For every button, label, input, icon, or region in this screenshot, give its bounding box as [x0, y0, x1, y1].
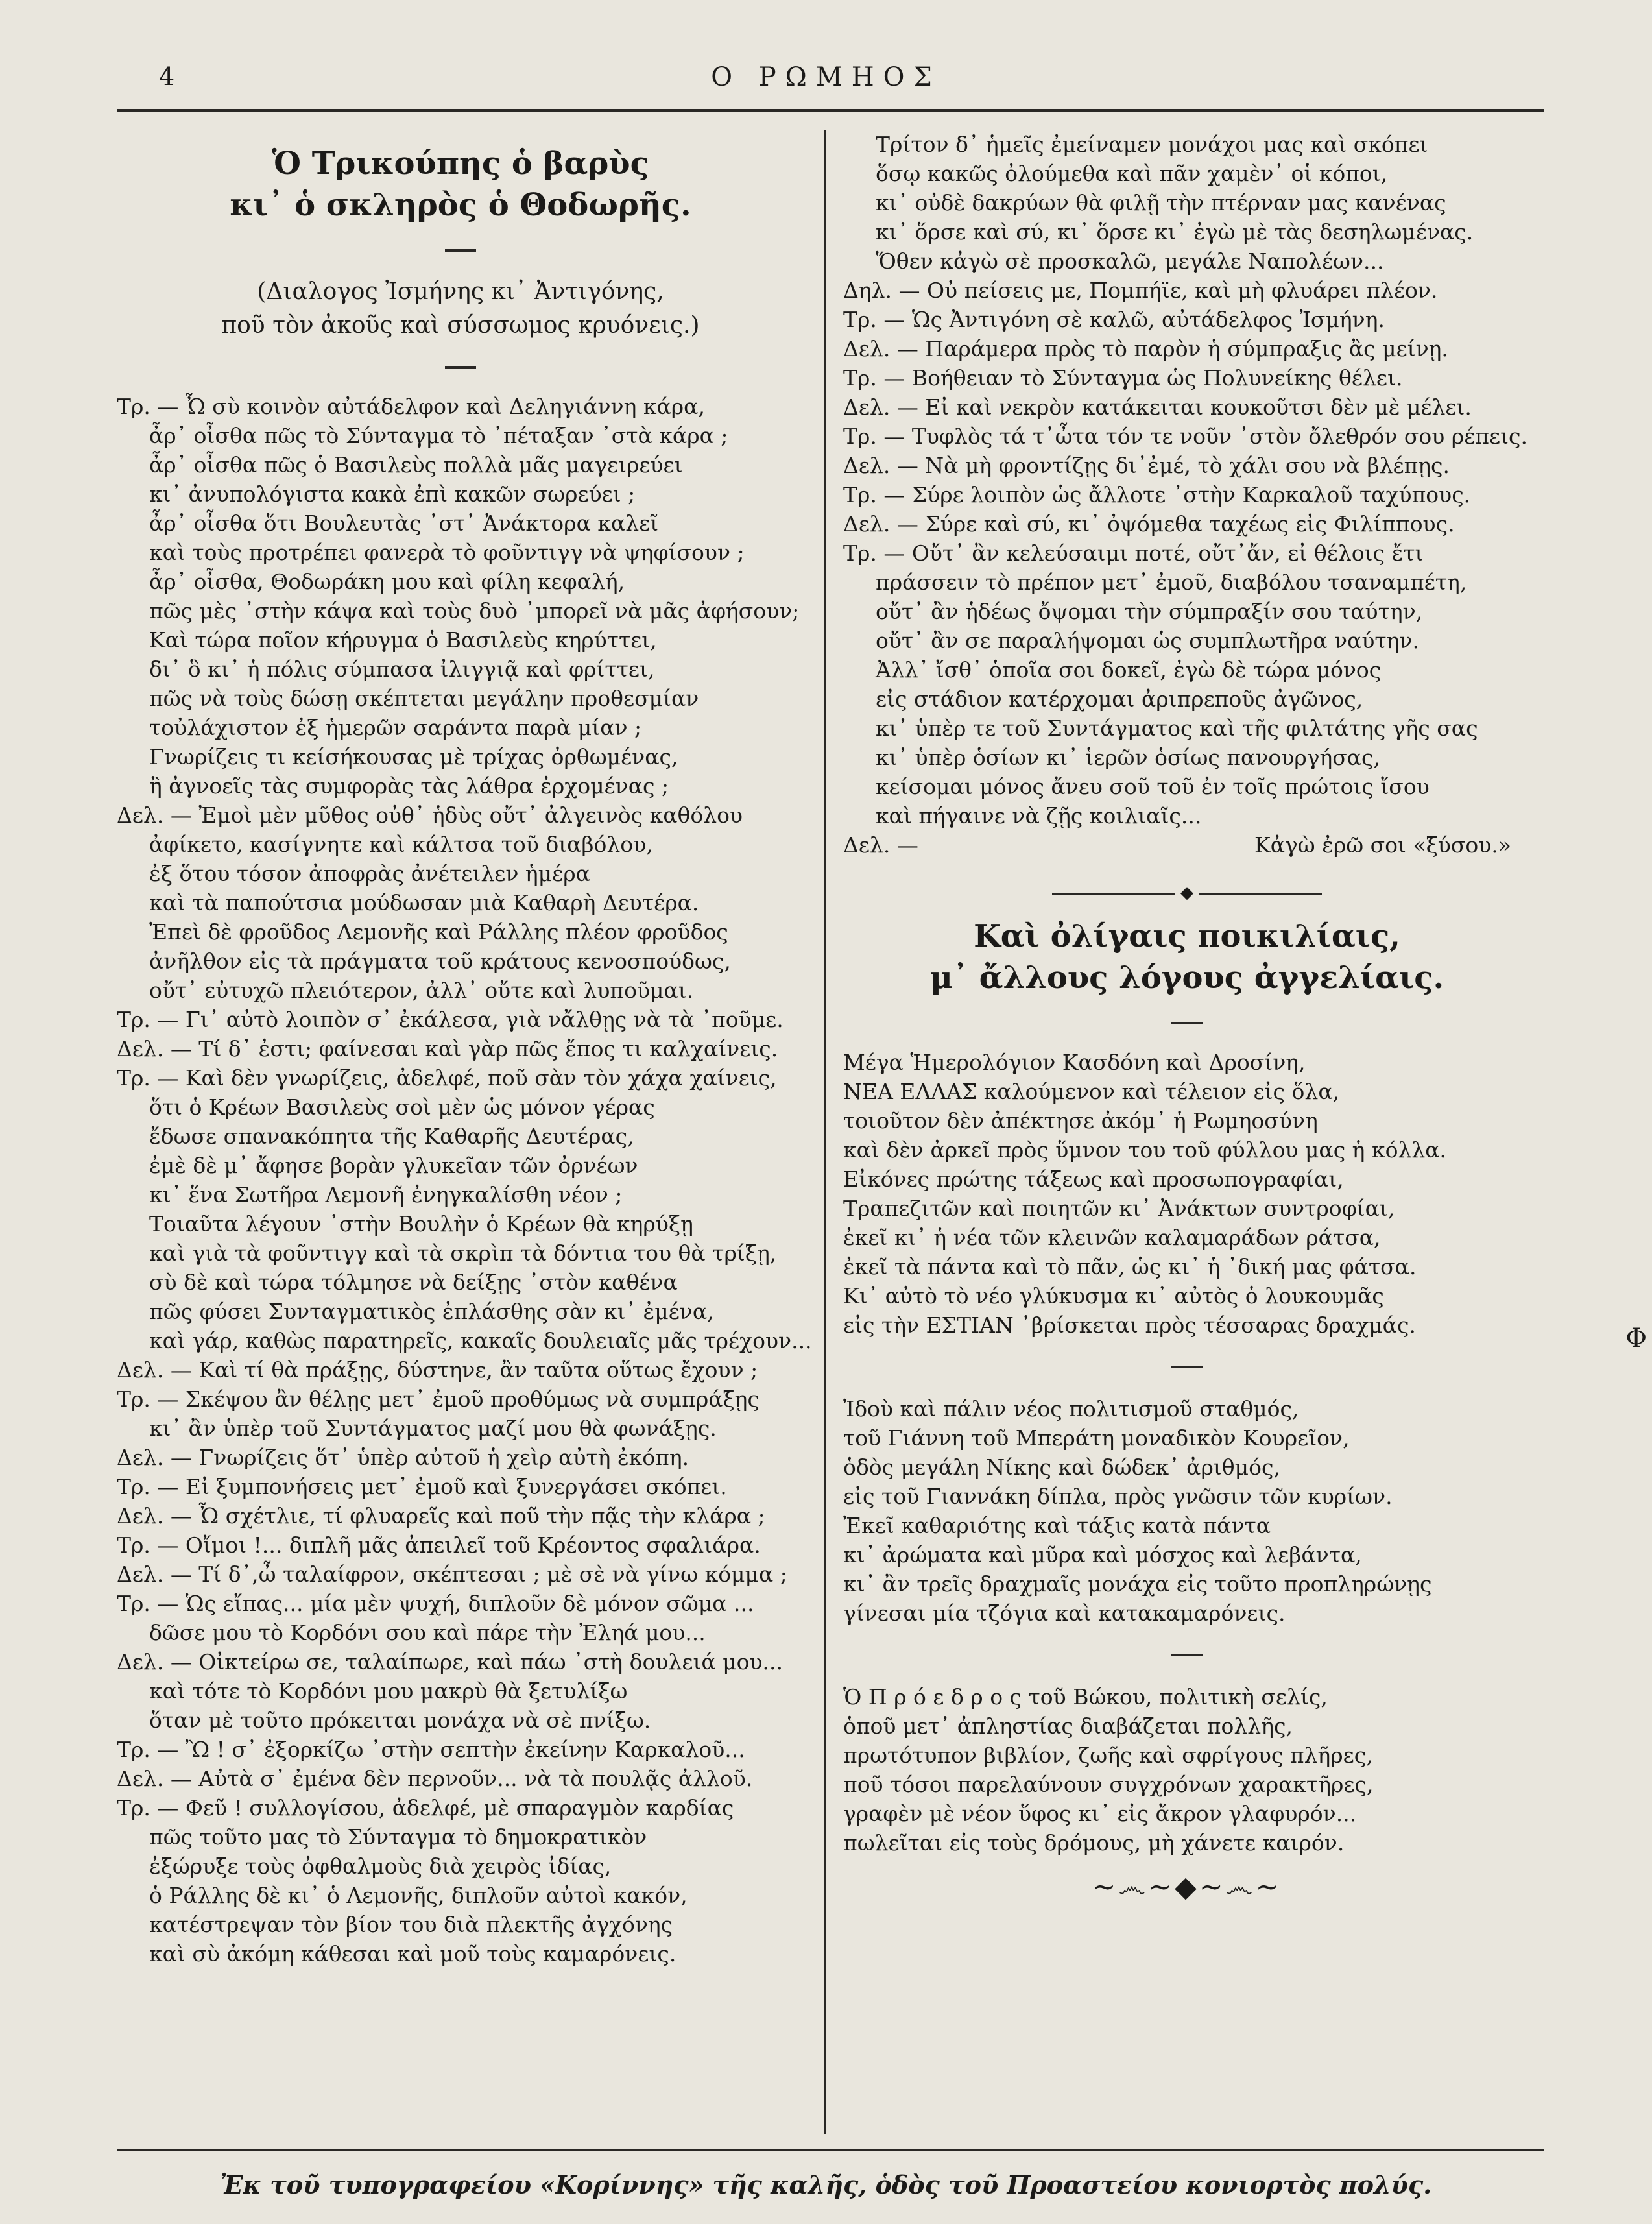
header-rule [117, 109, 1544, 112]
verse-line: δι᾽ ὃ κι᾽ ἡ πόλις σύμπασα ἰλιγγιᾷ καὶ φρίττει, [149, 657, 655, 682]
closing-line [843, 830, 1531, 860]
right-column [843, 130, 1531, 1904]
verse-line: Κι᾽ αὐτὸ τὸ νέο γλύκυσμα κι᾽ αὐτὸς ὁ λουκουμᾶς [843, 1283, 1384, 1309]
ad-proedros [843, 1682, 1531, 1857]
verse-line: ὁδὸς μεγάλη Νίκης καὶ δώδεκ᾽ ἀριθμός, [843, 1455, 1280, 1480]
verse-line: πράσσειν τὸ πρέπον μετ᾽ ἐμοῦ, διαβόλου τσαναμπέτη, [876, 570, 1467, 595]
dash-separator [1171, 1654, 1203, 1656]
closing-reply: Κἀγὼ ἐρῶ σοι «ξύσου.» [1254, 832, 1511, 858]
title-line: Καὶ ὀλίγαις ποικιλίαις, [974, 918, 1400, 954]
verse-line: κι᾽ ὅρσε καὶ σύ, κι᾽ ὅρσε κι᾽ ἐγὼ μὲ τὰς δεσηλωμένας. [876, 219, 1474, 245]
column-divider [824, 130, 826, 2134]
verse-line: καὶ δὲν ἀρκεῖ πρὸς ὕμνον του τοῦ φύλλου μας ἡ κόλλα. [843, 1137, 1447, 1163]
verse-line: Δελ. — Αὐτὰ σ᾽ ἐμένα δὲν περνοῦν... νὰ τὰ πουλᾷς ἀλλοῦ. [117, 1766, 753, 1791]
closing-speaker: Δελ. — [843, 832, 918, 858]
title-line: μ᾽ ἄλλους λόγους ἀγγελίαις. [929, 960, 1444, 996]
margin-glyph: Φ [1625, 1324, 1647, 1353]
verse-line: πῶς φύσει Συνταγματικὸς ἐπλάσθης σὰν κι᾽ ἐμένα, [149, 1299, 714, 1324]
verse-line: Ἀλλ᾽ ἴσθ᾽ ὁποῖα σοι δοκεῖ, ἐγὼ δὲ τώρα μόνος [876, 657, 1382, 683]
verse-line: εἰς τοῦ Γιαννάκη δίπλα, πρὸς γνῶσιν τῶν κυρίων. [843, 1484, 1393, 1509]
verse-line: καὶ τὰ παπούτσια μούδωσαν μιὰ Καθαρὴ Δευτέρα. [149, 890, 699, 915]
dash-separator [445, 249, 476, 252]
verse-line: Τρ. — Εἰ ξυμπονήσεις μετ᾽ ἐμοῦ καὶ ξυνεργάσει σκόπει. [117, 1474, 727, 1499]
verse-line: ἐξ ὅτου τόσον ἀποφρὰς ἀνέτειλεν ἡμέρα [149, 861, 590, 886]
page-number: 4 [159, 62, 175, 91]
verse-line: ἀφίκετο, κασίγνητε καὶ κάλτσα τοῦ διαβόλου, [149, 832, 653, 857]
verse-line: ὅτι ὁ Κρέων Βασιλεὺς σοὶ μὲν ὡς μόνον γέρας [149, 1094, 655, 1120]
verse-line: καὶ γάρ, καθὼς παρατηρεῖς, κακαῖς δουλειαῖς μᾶς τρέχουν... [149, 1328, 812, 1353]
verse-line: Καὶ τώρα ποῖον κήρυγμα ὁ Βασιλεὺς κηρύττει, [149, 627, 657, 653]
verse-line: ὁποῦ μετ᾽ ἀπληστίας διαβάζεται πολλῆς, [843, 1713, 1293, 1739]
verse-line: Δελ. — Ἐμοὶ μὲν μῦθος οὐθ᾽ ἡδὺς οὔτ᾽ ἀλγεινὸς καθόλου [117, 803, 743, 828]
verse-line: Τρ. — Βοήθειαν τὸ Σύνταγμα ὡς Πολυνείκης θέλει. [843, 365, 1403, 391]
poem-continuation [843, 130, 1531, 830]
verse-line: καὶ τοὺς προτρέπει φανερὰ τὸ φοῦντιγγ νὰ ψηφίσουν ; [149, 540, 745, 565]
section-title [843, 915, 1531, 998]
verse-line: κι᾽ ὑπὲρ τε τοῦ Συντάγματος καὶ τῆς φιλτάτης γῆς σας [876, 716, 1478, 741]
verse-line: Μέγα Ἡμερολόγιον Κασδόνη καὶ Δροσίνη, [843, 1050, 1306, 1075]
section-ornament [843, 883, 1531, 902]
verse-line: κείσομαι μόνος ἄνευ σοῦ τοῦ ἐν τοῖς πρώτοις ἴσου [876, 774, 1430, 799]
verse-line: Ὅθεν κἀγὼ σὲ προσκαλῶ, μεγάλε Ναπολέων... [876, 248, 1384, 274]
ornament-dot: ◆ [1180, 883, 1193, 902]
verse-line: Δηλ. — Οὐ πείσεις με, Πομπήϊε, καὶ μὴ φλυάρει πλέον. [843, 278, 1438, 303]
verse-line: ΝΕΑ ΕΛΛΑΣ καλούμενον καὶ τέλειον εἰς ὅλα, [843, 1079, 1340, 1104]
verse-line: Τρ. — Σύρε λοιπὸν ὡς ἄλλοτε ᾽στὴν Καρκαλοῦ ταχύπους. [843, 482, 1471, 507]
dash-separator [1171, 1366, 1203, 1368]
verse-line: ἐξώρυξε τοὺς ὀφθαλμοὺς διὰ χειρὸς ἰδίας, [149, 1854, 612, 1879]
verse-line: οὔτ᾽ ἂν σε παραλήψομαι ὡς συμπλωτῆρα ναύτην. [876, 628, 1419, 653]
verse-line: Τραπεζιτῶν καὶ ποιητῶν κι᾽ Ἀνάκτων συντροφίαι, [843, 1196, 1395, 1221]
verse-line: Δελ. — Τί δ᾽,ὦ ταλαίφρον, σκέπτεσαι ; μὲ σὲ νὰ γίνω κόμμα ; [117, 1562, 787, 1587]
verse-line: πῶς μὲς ᾽στὴν κάψα καὶ τοὺς δυὸ ᾽μπορεῖ νὰ μᾶς ἀφήσουν; [149, 598, 800, 623]
verse-line: Τρ. — Ὡς Ἀντιγόνη σὲ καλῶ, αὐτάδελφος Ἰσμήνη. [843, 307, 1385, 332]
verse-line: Δελ. — Γνωρίζεις ὅτ᾽ ὑπὲρ αὐτοῦ ἡ χεὶρ αὐτὴ ἐκόπη. [117, 1445, 689, 1470]
verse-line: Τοιαῦτα λέγουν ᾽στὴν Βουλὴν ὁ Κρέων θὰ κηρύξῃ [149, 1211, 693, 1237]
verse-line: Ἐπεὶ δὲ φροῦδος Λεμονῆς καὶ Ράλλης πλέον φροῦδος [149, 919, 728, 945]
verse-line: Δελ. — Εἰ καὶ νεκρὸν κατάκειται κουκοῦτσι δὲν μὲ μέλει. [843, 394, 1472, 420]
verse-line: κι᾽ ὑπὲρ ὁσίων κι᾽ ἱερῶν ὁσίως πανουργήσας, [876, 745, 1380, 770]
verse-line: ἆρ᾽ οἶσθα πῶς τὸ Σύνταγμα τὸ ᾽πέταξαν ᾽στὰ κάρα ; [149, 423, 728, 448]
verse-line: εἰς τὴν ΕΣΤΙΑΝ ᾽βρίσκεται πρὸς τέσσαρας δραχμάς. [843, 1312, 1416, 1338]
verse-line: Δελ. — Οἰκτείρω σε, ταλαίπωρε, καὶ πάω ᾽στὴ δουλειά μου... [117, 1649, 783, 1674]
verse-line: Τρ. — Ὦ σὺ κοινὸν αὐτάδελφον καὶ Δεληγιάννη κάρα, [117, 394, 705, 419]
verse-line: Ὁ Π ρ ό ε δ ρ ο ς τοῦ Βώκου, πολιτικὴ σελίς, [843, 1684, 1328, 1710]
footer-rule [117, 2149, 1544, 2151]
verse-line: ἔδωσε σπανακόπητα τῆς Καθαρῆς Δευτέρας, [149, 1124, 634, 1149]
verse-line: ἐκεῖ τὰ πάντα καὶ τὸ πᾶν, ὡς κι᾽ ἡ ᾽δική μας φάτσα. [843, 1254, 1417, 1279]
verse-line: Δελ. — Καὶ τί θὰ πράξῃς, δύστηνε, ἂν ταῦτα οὕτως ἔχουν ; [117, 1357, 758, 1383]
verse-line: ὅσῳ κακῶς ὀλούμεθα καὶ πᾶν χαμὲν᾽ οἱ κόποι, [876, 161, 1388, 186]
verse-line: ἆρ᾽ οἶσθα, Θοδωράκη μου καὶ φίλη κεφαλή, [149, 569, 625, 594]
verse-line: καὶ τότε τὸ Κορδόνι μου μακρὺ θὰ ξετυλίξω [149, 1678, 628, 1704]
verse-line: Δελ. — Νὰ μὴ φροντίζῃς δι᾽ἐμέ, τὸ χάλι σου νὰ βλέπῃς. [843, 453, 1450, 478]
running-head: Ο ΡΩΜΗΟΣ [711, 62, 941, 92]
verse-line: Δελ. — Παράμερα πρὸς τὸ παρὸν ἡ σύμπραξις ἂς μείνῃ. [843, 336, 1448, 361]
verse-line: κι᾽ οὐδὲ δακρύων θὰ φιλῇ τὴν πτέρναν μας κανένας [876, 190, 1446, 215]
verse-line: πῶς τοῦτο μας τὸ Σύνταγμα τὸ δημοκρατικὸν [149, 1824, 647, 1850]
verse-line: Ἰδοὺ καὶ πάλιν νέος πολιτισμοῦ σταθμός, [843, 1396, 1299, 1421]
verse-line: Δελ. — Σύρε καὶ σύ, κι᾽ ὀψόμεθα ταχέως εἰς Φιλίππους. [843, 511, 1455, 537]
verse-line: ἐμὲ δὲ μ᾽ ἄφησε βορὰν γλυκεῖαν τῶν ὀρνέων [149, 1153, 638, 1178]
intro-line: ποῦ τὸν ἀκοῦς καὶ σύσσωμος κρυόνεις.) [221, 312, 700, 339]
verse-line: κι᾽ ἀνυπολόγιστα κακὰ ἐπὶ κακῶν σωρεύει ; [149, 481, 636, 507]
verse-line: Τρ. — Καὶ δὲν γνωρίζεις, ἀδελφέ, ποῦ σὰν τὸν χάχα χαίνεις, [117, 1065, 777, 1091]
verse-line: τοῦ Γιάννη τοῦ Μπεράτη μοναδικὸν Κουρεῖον, [843, 1425, 1350, 1451]
verse-line: εἰς στάδιον κατέρχομαι ἀριπρεποῦς ἀγῶνος, [876, 686, 1363, 712]
intro-line: (Διαλογος Ἰσμήνης κι᾽ Ἀντιγόνης, [257, 278, 664, 305]
verse-line: Τρ. — Φεῦ ! συλλογίσου, ἀδελφέ, μὲ σπαραγμὸν καρδίας [117, 1795, 734, 1820]
left-column [117, 130, 812, 1968]
verse-line: οὔτ᾽ εὐτυχῶ πλειότερον, ἀλλ᾽ οὔτε καὶ λυποῦμαι. [149, 978, 694, 1003]
verse-line: Γνωρίζεις τι κείσήκουσας μὲ τρίχας ὀρθωμένας, [149, 744, 678, 769]
ornament-bar [1052, 893, 1175, 895]
verse-line: δῶσε μου τὸ Κορδόνι σου καὶ πάρε τὴν Ἐληά μου... [149, 1620, 706, 1645]
verse-line: Τρ. — Οὔτ᾽ ἂν κελεύσαιμι ποτέ, οὔτ᾽ἄν, εἰ θέλοις ἔτι [843, 540, 1424, 566]
verse-line: τοιοῦτον δὲν ἀπέκτησε ἀκόμ᾽ ἡ Ρωμηοσύνη [843, 1108, 1318, 1133]
printer-imprint: Ἐκ τοῦ τυπογραφείου «Κορίννης» τῆς καλῆς, ὁδὸς τοῦ Προαστείου κονιορτὸς πολύς. [220, 2170, 1432, 2199]
verse-line: Ἐκεῖ καθαριότης καὶ τάξις κατὰ πάντα [843, 1513, 1271, 1538]
verse-line: ἀνῆλθον εἰς τὰ πράγματα τοῦ κράτους κενοσπούδως, [149, 949, 731, 974]
verse-line: ἆρ᾽ οἶσθα ὅτι Βουλευτὰς ᾽στ᾽ Ἀνάκτορα καλεῖ [149, 511, 659, 536]
verse-line: Εἰκόνες πρώτης τάξεως καὶ προσωπογραφίαι, [843, 1166, 1344, 1192]
verse-line: Τρ. — Γι᾽ αὐτὸ λοιπὸν σ᾽ ἐκάλεσα, γιὰ νἄλθῃς νὰ τὰ ᾽ποῦμε. [117, 1007, 784, 1032]
verse-line: Τρ. — Οἴμοι !... διπλῆ μᾶς ἀπειλεῖ τοῦ Κρέοντος σφαλιάρα. [117, 1532, 761, 1558]
verse-line: καὶ γιὰ τὰ φοῦντιγγ καὶ τὰ σκρὶπ τὰ δόντια του θὰ τρίξῃ, [149, 1240, 777, 1266]
verse-line: κι᾽ ἂν ὑπὲρ τοῦ Συντάγματος μαζί μου θὰ φωνάξῃς. [149, 1416, 717, 1441]
verse-line: σὺ δὲ καὶ τώρα τόλμησε νὰ δείξῃς ᾽στὸν καθένα [149, 1270, 678, 1295]
verse-line: Τρ. — Σκέψου ἂν θέλῃς μετ᾽ ἐμοῦ προθύμως νὰ συμπράξῃς [117, 1386, 760, 1412]
verse-line: καὶ πήγαινε νὰ ζῇς κοιλιαῖς... [876, 803, 1202, 828]
verse-line: Δελ. — Ὦ σχέτλιε, τί φλυαρεῖς καὶ ποῦ τὴν πᾷς τὴν κλάρα ; [117, 1503, 765, 1529]
verse-line: καὶ σὺ ἀκόμη κάθεσαι καὶ μοῦ τοὺς καμαρόνεις. [149, 1941, 676, 1966]
verse-line: Τρίτον δ᾽ ἡμεῖς ἐμείναμεν μονάχοι μας καὶ σκόπει [876, 132, 1428, 157]
verse-line: Τρ. — Ὡς εἴπας... μία μὲν ψυχή, διπλοῦν δὲ μόνον σῶμα ... [117, 1591, 754, 1616]
verse-line: πωλεῖται εἰς τοὺς δρόμους, μὴ χάνετε καιρόν. [843, 1830, 1345, 1855]
ad-hemerologion [843, 1048, 1531, 1340]
verse-line: κι᾽ ἀρώματα καὶ μῦρα καὶ μόσχος καὶ λεβάντα, [843, 1542, 1362, 1567]
verse-line: πρωτότυπον βιβλίον, ζωῆς καὶ σφρίγους πλῆρες, [843, 1743, 1373, 1768]
poem-title [117, 143, 804, 226]
verse-line: οὔτ᾽ ἂν ἡδέως ὄψομαι τὴν σύμπραξίν σου ταύτην, [876, 599, 1423, 624]
verse-line: κι᾽ ἂν τρεῖς δραχμαῖς μονάχα εἰς τοῦτο προπληρώνῃς [843, 1571, 1432, 1597]
verse-line: ὁ Ράλλης δὲ κι᾽ ὁ Λεμονῆς, διπλοῦν αὐτοὶ κακόν, [149, 1883, 688, 1908]
ad-koureion [843, 1394, 1531, 1628]
verse-line: ποῦ τόσοι παρελαύνουν συγχρόνων χαρακτῆρες, [843, 1772, 1374, 1797]
verse-line: γίνεσαι μία τζόγια καὶ κατακαμαρόνεις. [843, 1601, 1286, 1626]
end-ornament: ~෴~◆~෴~ [1092, 1870, 1282, 1904]
poem-body [117, 392, 812, 1968]
title-line: κι᾽ ὁ σκληρὸς ὁ Θοδωρῆς. [230, 187, 691, 223]
verse-line: ἐκεῖ κι᾽ ἡ νέα τῶν κλεινῶν καλαμαράδων ράτσα, [843, 1225, 1381, 1250]
intro-note [117, 275, 804, 343]
verse-line: Τρ. — Ὢ ! σ᾽ ἐξορκίζω ᾽στὴν σεπτὴν ἐκείνην Καρκαλοῦ... [117, 1737, 745, 1762]
verse-line: Δελ. — Τί δ᾽ ἐστι; φαίνεσαι καὶ γὰρ πῶς ἔπος τι καλχαίνεις. [117, 1036, 778, 1061]
dash-separator [1171, 1022, 1203, 1024]
verse-line: γραφὲν μὲ νέον ὕφος κι᾽ εἰς ἄκρον γλαφυρόν... [843, 1801, 1357, 1826]
verse-line: πῶς νὰ τοὺς δώσῃ σκέπτεται μεγάλην προθεσμίαν [149, 686, 699, 711]
verse-line: κατέστρεψαν τὸν βίον του διὰ πλεκτῆς ἀγχόνης [149, 1912, 673, 1937]
dash-separator [445, 366, 476, 369]
title-line: Ὁ Τρικούπης ὁ βαρὺς [272, 145, 649, 182]
verse-line: Τρ. — Τυφλὸς τά τ᾽ὦτα τόν τε νοῦν ᾽στὸν ὄλεθρόν σου ρέπεις. [843, 424, 1528, 449]
verse-line: ἢ ἀγνοεῖς τὰς συμφορὰς τὰς λάθρα ἐρχομένας ; [149, 773, 669, 799]
verse-line: τοὐλάχιστον ἐξ ἡμερῶν σαράντα παρὰ μίαν ; [149, 715, 642, 740]
ornament-bar [1199, 893, 1322, 895]
verse-line: ἆρ᾽ οἶσθα πῶς ὁ Βασιλεὺς πολλὰ μᾶς μαγειρεύει [149, 452, 683, 477]
verse-line: ὅταν μὲ τοῦτο πρόκειται μονάχα νὰ σὲ πνίξω. [149, 1708, 651, 1733]
verse-line: κι᾽ ἕνα Σωτῆρα Λεμονῆ ἐνηγκαλίσθη νέον ; [149, 1182, 623, 1207]
